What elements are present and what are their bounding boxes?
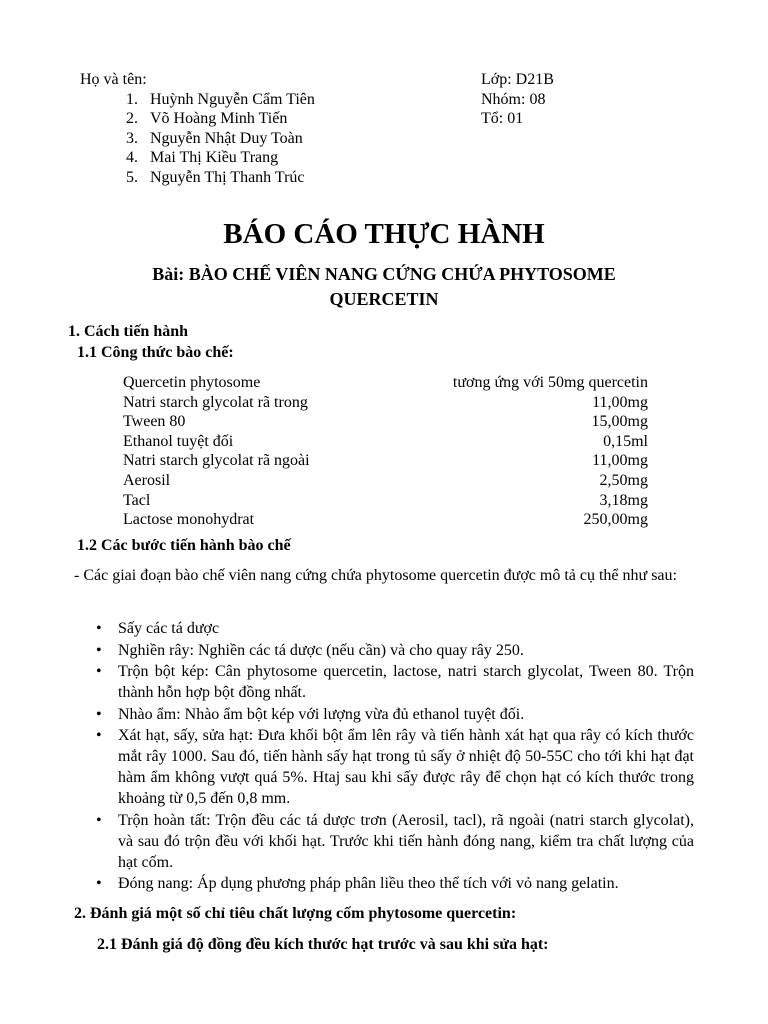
report-subtitle [100,262,668,312]
procedure-intro: - Các giai đoạn bào chế viên nang cứng chứa phytosome quercetin được mô tả cụ thể như sau: [74,567,677,584]
ingredient-name: Lactose monohydrat [123,511,255,529]
step-text: Nghiền rây: Nghiền các tá dược (nếu cần) và cho quay rây 250. [118,641,524,659]
ingredient-amount: 11,00mg [592,393,648,411]
member-name: Võ Hoàng Minh Tiến [150,110,288,128]
step-item [74,873,694,894]
section-1-2-heading: 1.2 Các bước tiến hành bào chế [77,537,291,554]
ingredient-amount: 15,00mg [591,413,648,431]
formula-row [123,373,648,393]
member-item [80,129,410,149]
ingredient-amount: 11,00mg [592,452,648,470]
ingredient-amount: 250,00mg [583,511,648,529]
bullet-icon: • [96,705,102,723]
member-item [80,109,410,129]
ingredient-amount: 2,50mg [599,471,648,489]
ingredient-name: Ethanol tuyệt đối [123,432,234,450]
step-item [74,661,694,703]
step-item [74,704,694,725]
bullet-icon: • [96,663,102,680]
formula-row [123,412,648,432]
section-1-heading: 1. Cách tiến hành [68,323,189,340]
bullet-icon: • [96,727,102,744]
step-item [74,640,694,661]
step-text: Trộn bột kép: Cân phytosome quercetin, lactose, natri starch glycolat, Tween 80. Trộn thành hỗn hợp bột đồng nhất. [118,663,694,701]
subtitle-line-1: Bài: BÀO CHẾ VIÊN NANG CỨNG CHỨA PHYTOSOME [152,264,616,284]
member-number: 1. [126,90,138,108]
bullet-icon: • [96,811,102,829]
ingredient-amount: 3,18mg [599,491,648,509]
member-list [80,90,410,188]
ingredient-name: Tacl [123,491,151,509]
formula-row [123,491,648,511]
member-item [80,148,410,168]
subtitle-line-2: QUERCETIN [329,289,439,309]
ingredient-amount: tương ứng với 50mg quercetin [452,374,648,391]
section-1-1-heading: 1.1 Công thức bào chế: [77,344,234,361]
member-number: 3. [126,129,138,147]
ingredient-name: Natri starch glycolat rã ngoài [123,452,310,470]
report-title: BÁO CÁO THỰC HÀNH [223,218,545,250]
formula-row [123,393,648,413]
step-item [74,618,694,639]
step-item [74,725,694,809]
bullet-icon: • [96,641,102,659]
step-text: Nhào ẩm: Nhào ẩm bột kép với lượng vừa đủ ethanol tuyệt đối. [118,705,525,723]
member-number: 5. [126,168,138,186]
step-text: Đóng nang: Áp dụng phương pháp phân liều theo thể tích với vỏ nang gelatin. [118,875,619,892]
class-line: Lớp: D21B [481,71,554,88]
bullet-icon: • [96,875,102,892]
name-label: Họ và tên: [80,71,147,88]
member-item [80,168,410,188]
formula-row [123,471,648,491]
bullet-icon: • [96,620,102,637]
member-name: Nguyễn Nhật Duy Toàn [150,129,303,147]
member-block [80,70,410,188]
ingredient-name: Natri starch glycolat rã trong [123,393,308,411]
formula-table [123,373,648,530]
ingredient-amount: 0,15ml [603,432,648,450]
member-name: Huỳnh Nguyễn Cẩm Tiên [150,90,315,108]
formula-row [123,510,648,530]
section-2-heading: 2. Đánh giá một số chỉ tiêu chất lượng cốm phytosome quercetin: [74,905,517,922]
formula-row [123,451,648,471]
step-item [74,810,694,873]
procedure-steps [74,618,694,895]
member-name: Nguyễn Thị Thanh Trúc [150,168,305,186]
ingredient-name: Quercetin phytosome [123,374,261,391]
team-line: Tổ: 01 [481,110,524,128]
formula-row [123,432,648,452]
member-item [80,90,410,110]
member-number: 4. [126,149,138,167]
class-info [481,70,681,129]
ingredient-name: Tween 80 [123,413,186,431]
member-name: Mai Thị Kiều Trang [150,149,279,167]
section-2-1-heading: 2.1 Đánh giá độ đồng đều kích thước hạt trước và sau khi sửa hạt: [97,936,549,953]
ingredient-name: Aerosil [123,471,171,489]
step-text: Trộn hoàn tất: Trộn đều các tá dược trơn (Aerosil, tacl), rã ngoài (natri starch glycolat), và sau đó trộn đều với khối hạt. Trước khi tiến hành đóng nang, kiểm tra chất lượng của hạt cốm. [118,811,694,871]
member-number: 2. [126,110,138,128]
step-text: Sấy các tá dược [118,620,220,637]
step-text: Xát hạt, sấy, sửa hạt: Đưa khối bột ẩm lên rây và tiến hành xát hạt qua rây có kích thước mắt rây 1000. Sau đó, tiến hành sấy hạt trong tủ sấy ở nhiệt độ 50-55C cho tới khi hạt đạt hàm ẩm không vượt quá 5%. Htaj sau khi sấy được rây để chọn hạt có kích thước trong khoảng từ 0,5 đến 0,8 mm. [118,727,694,807]
group-line: Nhóm: 08 [481,90,546,108]
